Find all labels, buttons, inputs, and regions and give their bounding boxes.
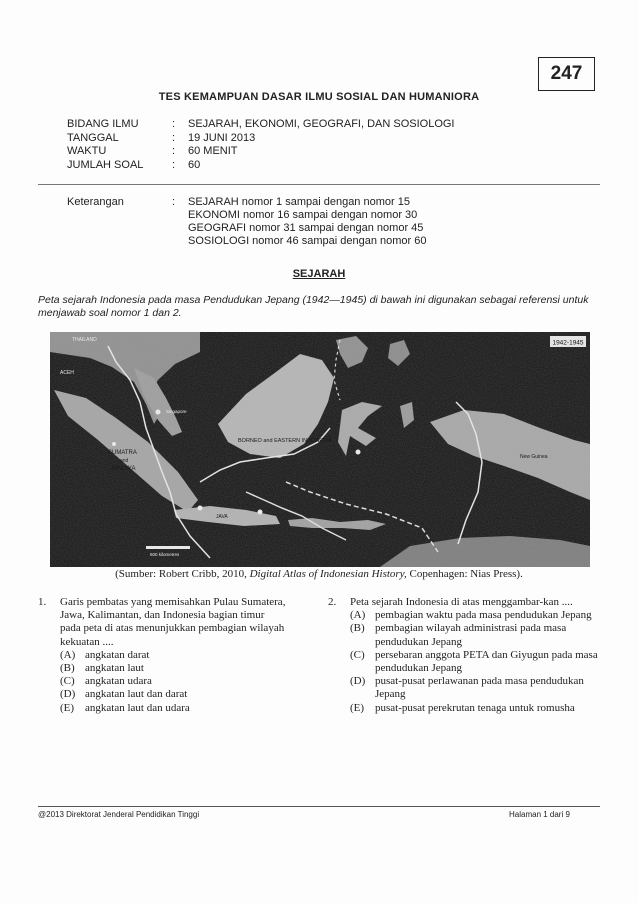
info-value: 60 bbox=[188, 158, 201, 171]
option-label: (E) bbox=[350, 701, 365, 714]
question-2 bbox=[328, 596, 600, 715]
option-label: (B) bbox=[350, 622, 365, 635]
option-text: angkatan laut dan darat bbox=[85, 688, 188, 701]
map-label-java: JAVA bbox=[216, 514, 228, 520]
footer-page-number: Halaman 1 dari 9 bbox=[509, 810, 570, 819]
map-label-borneo: BORNEO and EASTERN INDONESIA bbox=[238, 438, 332, 444]
info-value: 19 JUNI 2013 bbox=[188, 131, 256, 144]
map-scale-label: 600 kilometres bbox=[150, 552, 180, 557]
question-number: 1. bbox=[38, 596, 47, 608]
option-text: angkatan udara bbox=[85, 675, 152, 688]
keterangan-block bbox=[67, 196, 426, 248]
option-b[interactable] bbox=[60, 662, 286, 675]
intro-text: Peta sejarah Indonesia pada masa Pendudukan Jepang (1942—1945) di bawah ini digunakan sebagai referensi untuk menjawab soal nomor 1 dan 2. bbox=[38, 294, 589, 319]
source-publisher: Copenhagen: Nias Press). bbox=[406, 568, 523, 580]
colon: : bbox=[172, 145, 176, 158]
footer-divider bbox=[38, 806, 600, 807]
keterangan-line: EKONOMI nomor 16 sampai dengan nomor 30 bbox=[188, 209, 418, 221]
option-text: angkatan darat bbox=[85, 648, 150, 661]
info-label: BIDANG ILMU bbox=[67, 118, 139, 130]
option-label: (A) bbox=[350, 609, 366, 622]
colon: : bbox=[172, 158, 176, 171]
map-label-malaya: MALAYA bbox=[112, 466, 136, 472]
option-label: (B) bbox=[60, 662, 75, 675]
map-label-singapore: Singapore bbox=[166, 409, 187, 414]
option-text: pembagian wilayah administrasi pada masa pendudukan Jepang bbox=[375, 622, 567, 648]
map-label-new-guinea: New Guinea bbox=[520, 454, 548, 460]
option-a[interactable] bbox=[60, 649, 286, 662]
map-source bbox=[0, 568, 638, 580]
page-title: TES KEMAMPUAN DASAR ILMU SOSIAL DAN HUMANIORA bbox=[158, 91, 480, 103]
info-row-jumlah-soal bbox=[67, 159, 455, 173]
option-label: (D) bbox=[60, 688, 76, 701]
option-c[interactable] bbox=[60, 675, 286, 688]
info-label: TANGGAL bbox=[67, 131, 119, 144]
option-d[interactable] bbox=[350, 675, 600, 701]
map-label-thailand: THAILAND bbox=[72, 337, 97, 343]
option-text: angkatan laut bbox=[85, 662, 144, 675]
option-label: (E) bbox=[60, 701, 75, 714]
option-a[interactable] bbox=[350, 609, 600, 622]
option-text: angkatan laut dan udara bbox=[85, 701, 190, 714]
map-year-label: 1942-1945 bbox=[552, 339, 584, 347]
info-row-bidang bbox=[67, 118, 455, 132]
option-text: pusat-pusat perekrutan tenaga untuk romusha bbox=[375, 701, 575, 714]
option-label: (D) bbox=[350, 675, 366, 688]
colon: : bbox=[172, 196, 176, 208]
option-label: (C) bbox=[60, 675, 75, 688]
source-text: (Sumber: Robert Cribb, 2010, bbox=[115, 568, 250, 580]
keterangan-line: SOSIOLOGI nomor 46 sampai dengan nomor 60 bbox=[188, 235, 427, 247]
option-c[interactable] bbox=[350, 649, 600, 675]
info-value: 60 MENIT bbox=[188, 145, 238, 158]
option-label: (C) bbox=[350, 648, 365, 661]
option-e[interactable] bbox=[60, 702, 286, 715]
map-graphic bbox=[50, 332, 590, 567]
section-heading: SEJARAH bbox=[292, 268, 346, 280]
historical-map bbox=[50, 332, 590, 567]
keterangan-label: Keterangan bbox=[67, 196, 124, 208]
info-label: WAKTU bbox=[67, 145, 107, 158]
option-text: pembagian waktu pada masa pendudukan Jepang bbox=[375, 609, 592, 622]
colon: : bbox=[172, 131, 176, 144]
map-label-aceh: ACEH bbox=[60, 370, 74, 376]
option-d[interactable] bbox=[60, 688, 286, 701]
question-1 bbox=[38, 596, 286, 715]
colon: : bbox=[172, 118, 176, 130]
divider bbox=[38, 184, 600, 185]
option-label: (A) bbox=[60, 648, 76, 661]
option-text: persebaran anggota PETA dan Giyugun pada masa pendudukan Jepang bbox=[375, 648, 598, 675]
keterangan-line: SEJARAH nomor 1 sampai dengan nomor 15 bbox=[188, 196, 410, 208]
question-number: 2. bbox=[328, 596, 337, 608]
question-stem: Garis pembatas yang memisahkan Pulau Sumatera, Jawa, Kalimantan, dan Indonesia bagian timur pada peta di atas menunjukkan pembagian wilayah kekuatan .... bbox=[60, 596, 286, 648]
info-label: JUMLAH SOAL bbox=[67, 158, 144, 171]
source-title: Digital Atlas of Indonesian History, bbox=[249, 568, 407, 580]
question-stem: Peta sejarah Indonesia di atas menggambar-kan .... bbox=[350, 596, 573, 608]
footer-copyright: @2013 Direktorat Jenderal Pendidikan Tinggi bbox=[38, 810, 200, 819]
map-label-sumatra: SUMATRA bbox=[108, 450, 137, 456]
map-scale-bar bbox=[146, 546, 190, 549]
option-e[interactable] bbox=[350, 702, 600, 715]
keterangan-lines bbox=[188, 196, 426, 248]
info-row-tanggal bbox=[67, 132, 455, 146]
option-b[interactable] bbox=[350, 622, 600, 648]
info-value: SEJARAH, EKONOMI, GEOGRAFI, DAN SOSIOLOGI bbox=[188, 118, 455, 130]
test-code: 247 bbox=[550, 63, 583, 84]
keterangan-line: GEOGRAFI nomor 31 sampai dengan nomor 45 bbox=[188, 222, 424, 234]
info-row-waktu bbox=[67, 145, 455, 159]
test-code-box bbox=[538, 57, 595, 91]
map-label-and: and bbox=[120, 458, 129, 464]
exam-info bbox=[67, 118, 455, 172]
option-text: pusat-pusat perlawanan pada masa pendudukan Jepang bbox=[375, 675, 584, 701]
